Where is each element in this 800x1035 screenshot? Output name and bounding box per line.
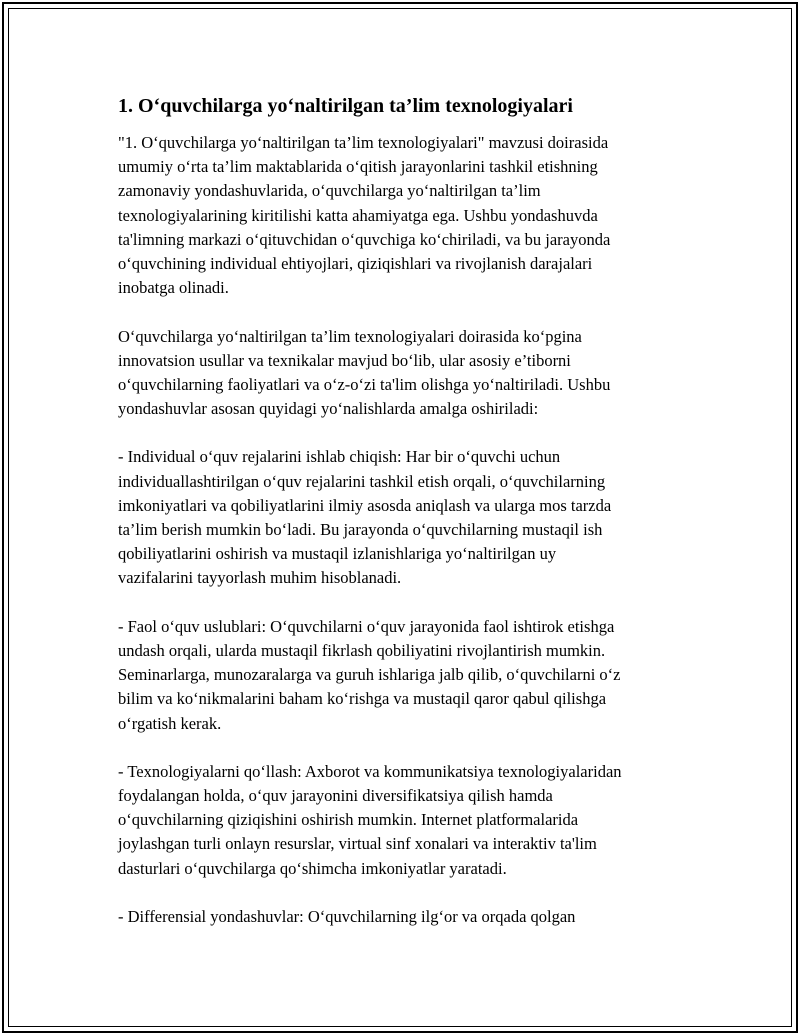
text-line: foydalangan holda, o‘quv jarayonini diversifikatsiya qilish hamda <box>118 786 553 806</box>
text-line: - Texnologiyalarni qo‘llash: Axborot va kommunikatsiya texnologiyalaridan <box>118 761 622 781</box>
text-line: o‘quvchilarning qiziqishini oshirish mumkin. Internet platformalarida <box>118 810 579 830</box>
document-body <box>118 93 698 953</box>
text-line: dasturlari o‘quvchilarga qo‘shimcha imkoniyatlar yaratadi. <box>118 858 507 878</box>
text-line: Seminarlarga, munozaralarga va guruh ishlariga jalb qilib, o‘quvchilarni o‘z <box>118 665 621 685</box>
text-line: undash orqali, ularda mustaqil fikrlash qobiliyatini rivojlantirish mumkin. <box>118 640 606 660</box>
paragraph-active-methods <box>118 615 698 736</box>
text-line: texnologiyalarining kiritilishi katta ahamiyatga ega. Ushbu yondashuvda <box>118 205 598 225</box>
text-line: inobatga olinadi. <box>118 278 229 298</box>
text-line: o‘rgatish kerak. <box>118 713 222 733</box>
paragraph-technology-use <box>118 760 698 881</box>
text-line: zamonaviy yondashuvlarida, o‘quvchilarga yo‘naltirilgan ta’lim <box>118 181 541 201</box>
text-line: "1. O‘quvchilarga yo‘naltirilgan ta’lim texnologiyalari" mavzusi doirasida <box>118 133 609 152</box>
text-line: imkoniyatlari va qobiliyatlarini ilmiy asosda aniqlash va ularga mos tarzda <box>118 495 612 515</box>
text-line: individuallashtirilgan o‘quv rejalarini tashkil etish orqali, o‘quvchilarning <box>118 471 606 491</box>
text-line: ta’lim berish mumkin bo‘ladi. Bu jarayonda o‘quvchilarning mustaqil ish <box>118 520 603 539</box>
text-line: yondashuvlar asosan quyidagi yo‘nalishlarda amalga oshiriladi: <box>118 399 539 419</box>
paragraph-differential <box>118 905 698 929</box>
text-line: o‘quvchining individual ehtiyojlari, qiziqishlari va rivojlanish darajalari <box>118 253 593 273</box>
text-line: joylashgan turli onlayn resurslar, virtual sinf xonalari va interaktiv ta'lim <box>118 834 597 854</box>
paragraph-intro <box>118 131 698 300</box>
text-line: qobiliyatlarini oshirish va mustaqil izlanishlariga yo‘naltirilgan uy <box>118 544 557 564</box>
text-line: bilim va ko‘nikmalarini baham ko‘rishga va mustaqil qaror qabul qilishga <box>118 689 607 709</box>
paragraph-innovations <box>118 325 698 422</box>
text-line: - Individual o‘quv rejalarini ishlab chiqish: Har bir o‘quvchi uchun <box>118 447 561 467</box>
text-line: - Faol o‘quv uslublari: O‘quvchilarni o‘quv jarayonida faol ishtirok etishga <box>118 616 615 636</box>
paragraph-individual-plans <box>118 445 698 590</box>
text-line: umumiy o‘rta ta’lim maktablarida o‘qitish jarayonlarini tashkil etishning <box>118 157 598 177</box>
text-line: - Differensial yondashuvlar: O‘quvchilarning ilg‘or va orqada qolgan <box>118 907 576 926</box>
text-line: O‘quvchilarga yo‘naltirilgan ta’lim texnologiyalari doirasida ko‘pgina <box>118 326 582 346</box>
text-line: vazifalarini tayyorlash muhim hisoblanadi. <box>118 568 402 588</box>
text-line: innovatsion usullar va texnikalar mavjud bo‘lib, ular asosiy e’tiborni <box>118 350 571 370</box>
text-line: ta'limning markazi o‘qituvchidan o‘quvchiga ko‘chiriladi, va bu jarayonda <box>118 229 611 249</box>
section-heading: 1. O‘quvchilarga yo‘naltirilgan ta’lim texnologiyalari <box>118 95 573 117</box>
text-line: o‘quvchilarning faoliyatlari va o‘z-o‘zi ta'lim olishga yo‘naltiriladi. Ushbu <box>118 374 611 394</box>
